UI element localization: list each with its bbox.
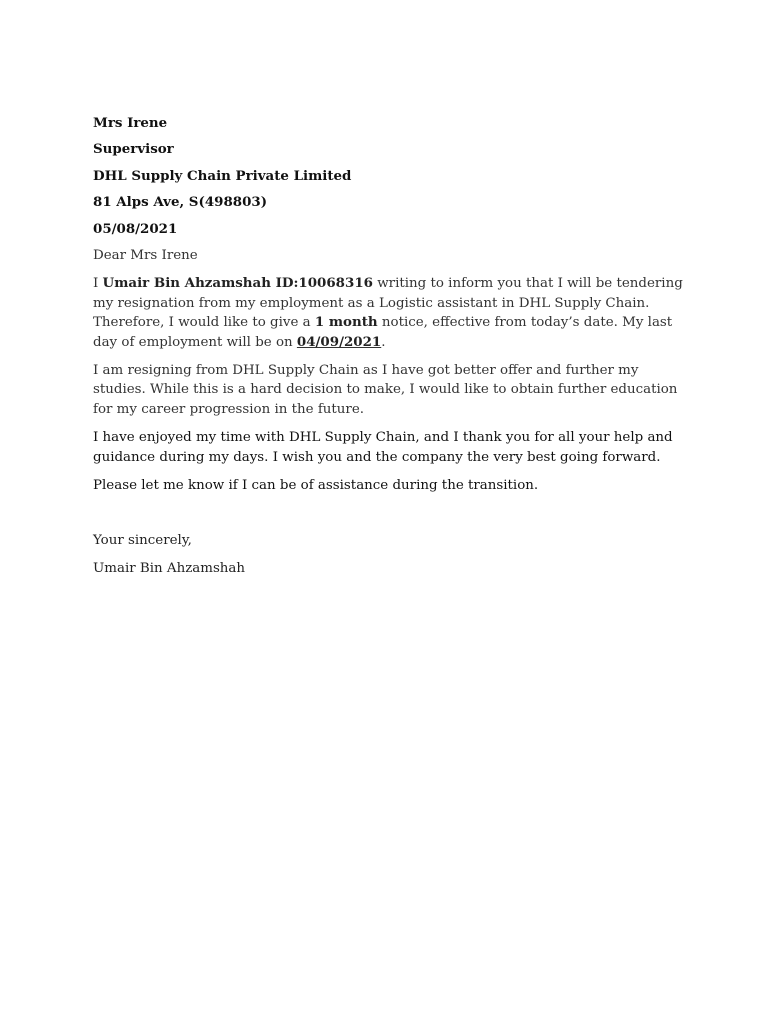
p1-text-b: notice, effective from today’s date. My last day of employment will be on [93, 315, 673, 350]
paragraph-thanks: I have enjoyed my time with DHL Supply Chain, and I thank you for all your help and guidance during my days. I wish you and the company the very best going forward. [93, 430, 673, 465]
closing-line: Your sincerely, [93, 532, 192, 548]
company-address: 81 Alps Ave, S(498803) [93, 194, 268, 211]
paragraph-resignation [93, 274, 683, 352]
letter-date: 05/08/2021 [93, 220, 178, 237]
p1-text-a: writing to inform you that I will be tendering my resignation from my employment as a Logistic assistant in DHL Supply Chain. Therefore, I would like to give a [93, 276, 683, 331]
recipient-title: Supervisor [93, 141, 174, 158]
recipient-name: Mrs Irene [93, 115, 168, 131]
last-day-date: 04/09/2021 [296, 333, 382, 350]
salutation: Dear Mrs Irene [93, 248, 198, 264]
notice-period: 1 month [314, 314, 378, 331]
paragraph-assistance: Please let me know if I can be of assistance during the transition. [93, 478, 539, 494]
spacer [93, 505, 683, 531]
p1-prefix: I [93, 276, 103, 292]
p1-text-c: . [381, 334, 386, 350]
employee-name-id: Umair Bin Ahzamshah ID:10068316 [102, 275, 373, 292]
company-name: DHL Supply Chain Private Limited [93, 167, 352, 184]
signature-name: Umair Bin Ahzamshah [93, 560, 246, 576]
letter-body [93, 114, 683, 587]
paragraph-reason: I am resigning from DHL Supply Chain as I have got better offer and further my studies. While this is a hard decision to make, I would like to obtain further education for my career progression in the future. [93, 363, 678, 417]
